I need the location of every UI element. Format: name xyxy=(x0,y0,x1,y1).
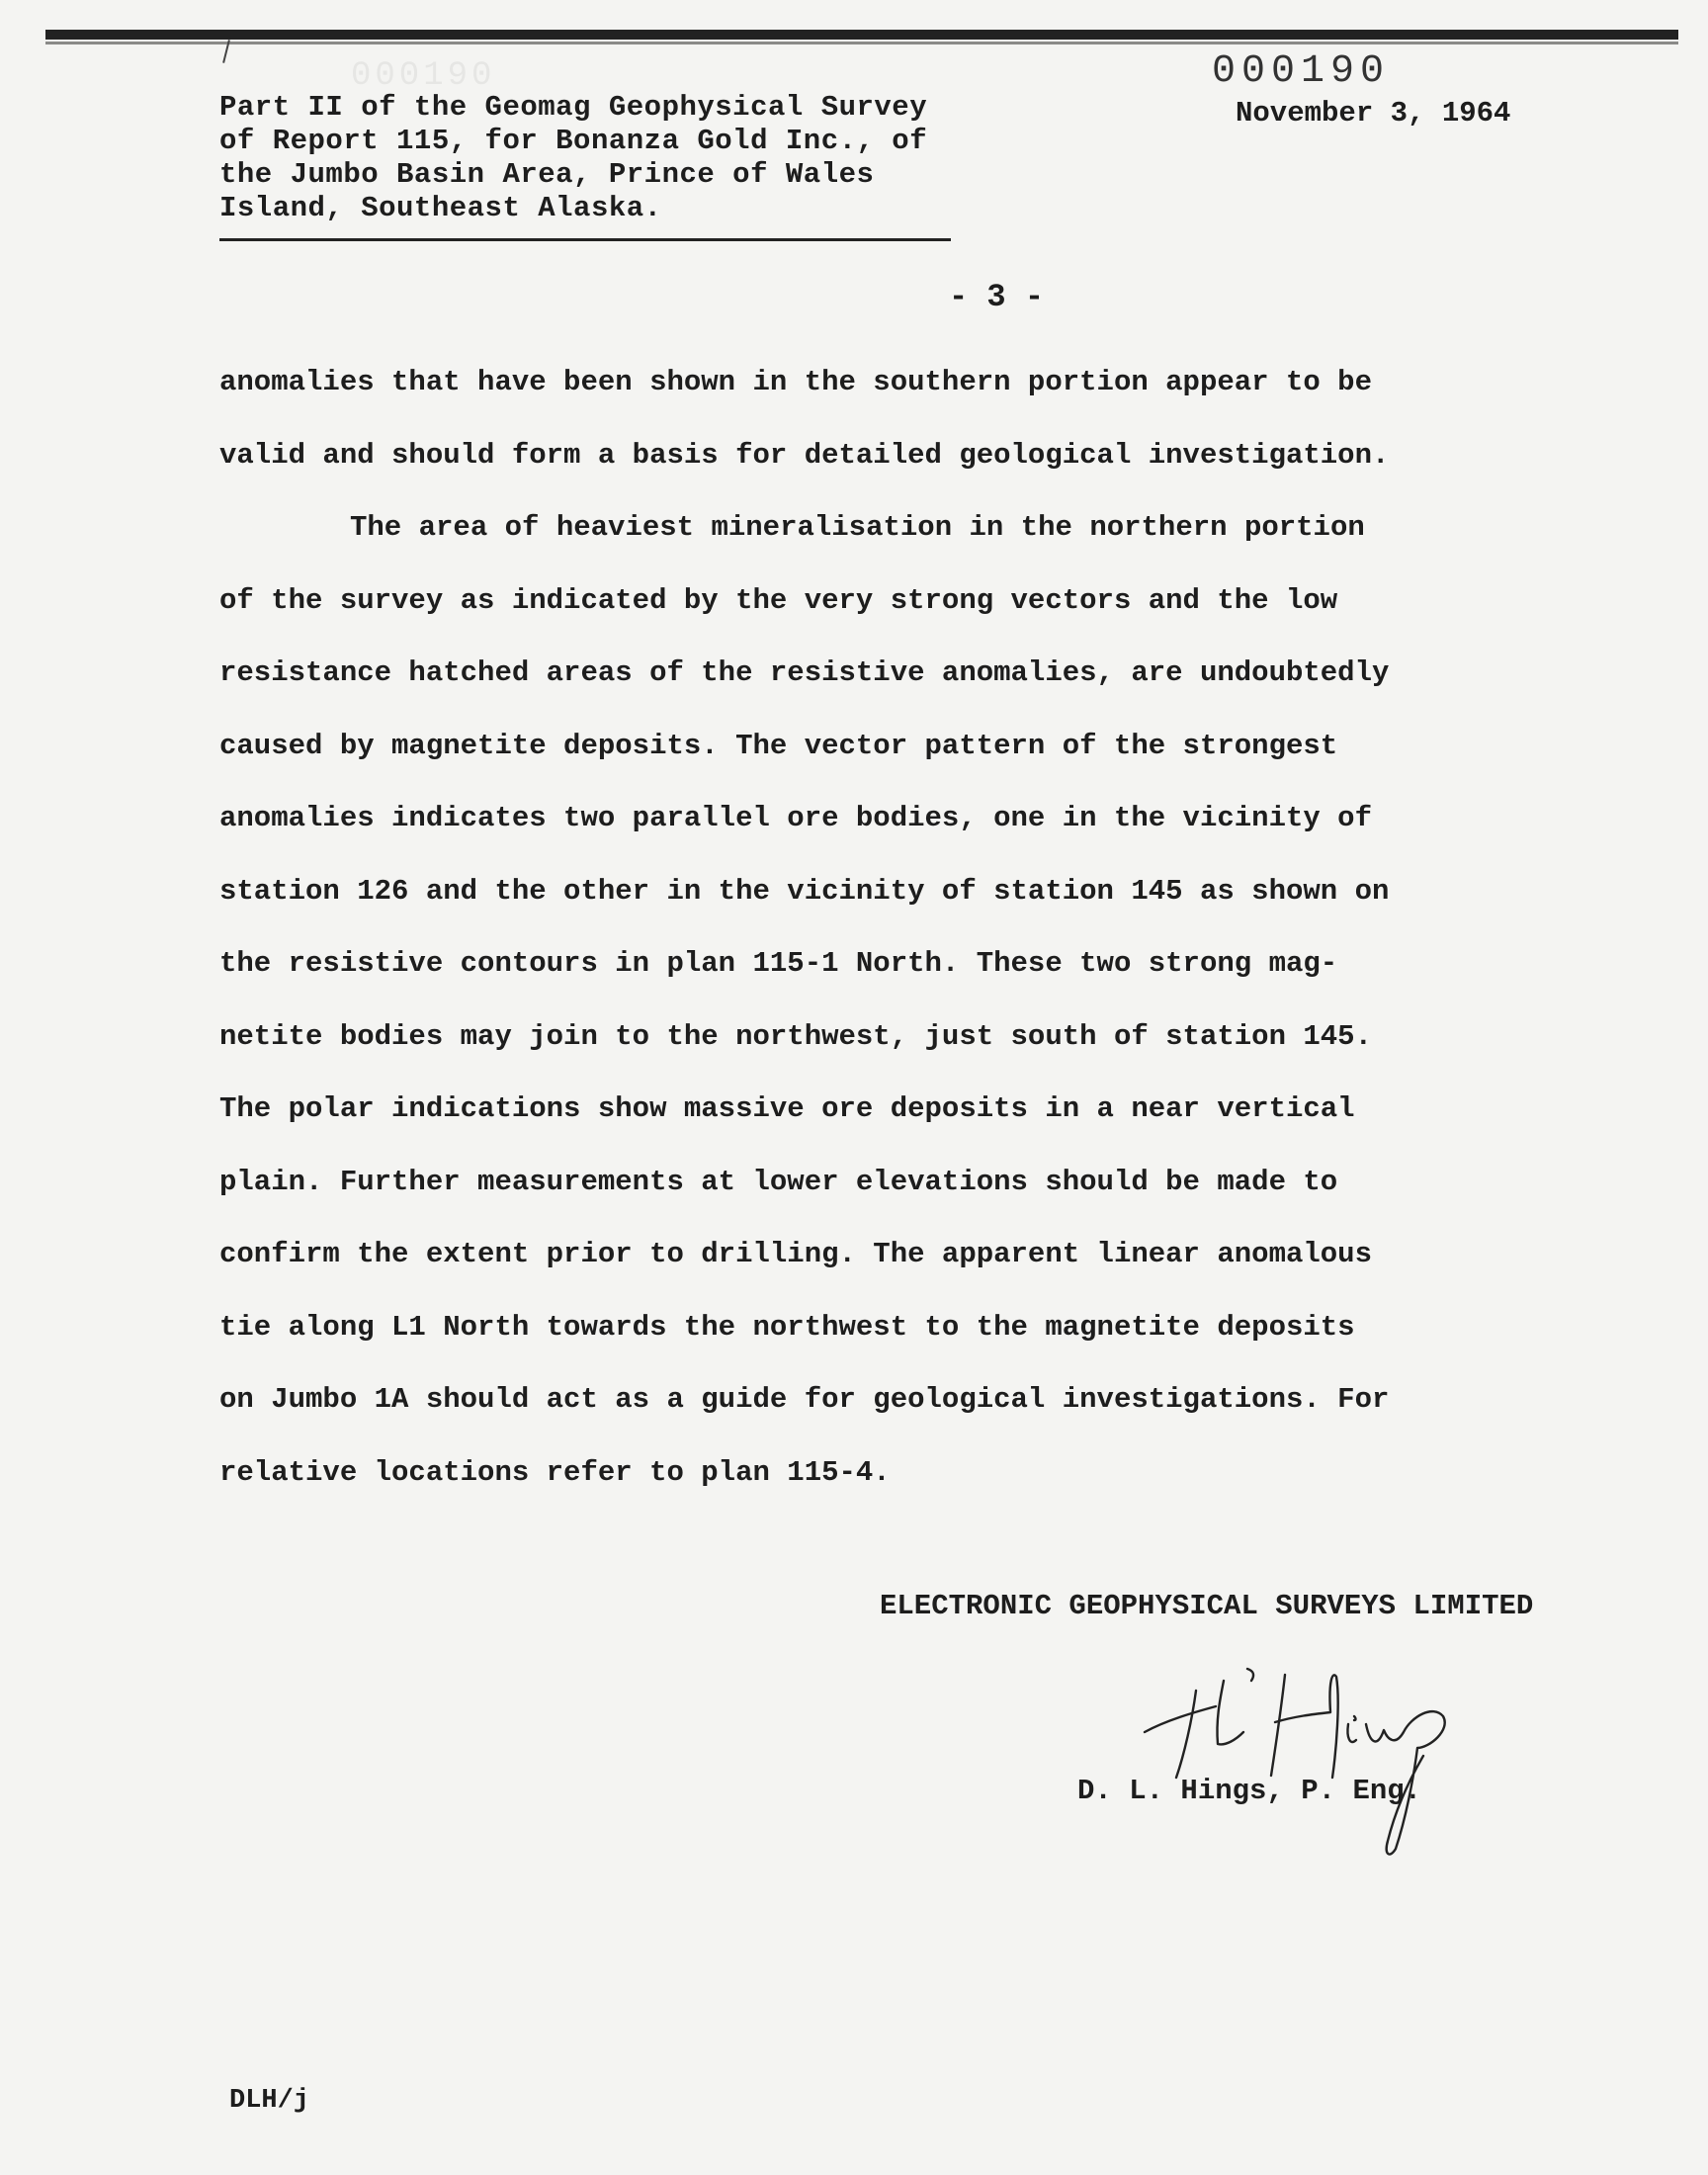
body-line: on Jumbo 1A should act as a guide for geological investigations. For xyxy=(219,1383,1390,1416)
typist-initials: DLH/j xyxy=(229,2086,310,2116)
company-name: ELECTRONIC GEOPHYSICAL SURVEYS LIMITED xyxy=(880,1590,1534,1622)
body-line: The polar indications show massive ore deposits in a near vertical xyxy=(219,1092,1355,1125)
body-line: anomalies indicates two parallel ore bodies, one in the vicinity of xyxy=(219,802,1372,834)
page-number: - 3 - xyxy=(949,279,1045,315)
body-line: station 126 and the other in the vicinity of station 145 as shown on xyxy=(219,874,1390,908)
body-line: anomalies that have been shown in the southern portion appear to be xyxy=(219,366,1372,398)
body-line: relative locations refer to plan 115-4. xyxy=(219,1455,891,1489)
title-underline xyxy=(219,238,951,241)
body-line: confirm the extent prior to drilling. The apparent linear anomalous xyxy=(219,1238,1372,1270)
report-title-line: Part II of the Geomag Geophysical Survey xyxy=(219,91,928,124)
body-line: of the survey as indicated by the very strong vectors and the low xyxy=(219,583,1338,617)
body-line: plain. Further measurements at lower elevations should be made to xyxy=(219,1165,1338,1198)
handwritten-signature xyxy=(1137,1661,1463,1859)
body-line: tie along L1 North towards the northwest to the magnetite deposits xyxy=(219,1310,1355,1344)
body-line: resistance hatched areas of the resistive anomalies, are undoubtedly xyxy=(219,656,1390,689)
top-border-rule xyxy=(45,30,1678,40)
report-title-line: of Report 115, for Bonanza Gold Inc., of xyxy=(219,125,928,157)
signer-name: D. L. Hings, P. Eng. xyxy=(1077,1775,1422,1807)
body-line: the resistive contours in plan 115-1 North. These two strong mag- xyxy=(219,947,1338,980)
body-line: caused by magnetite deposits. The vector pattern of the strongest xyxy=(219,729,1338,762)
body-line: netite bodies may join to the northwest, just south of station 145. xyxy=(219,1019,1372,1053)
report-title xyxy=(219,91,951,225)
bleed-through-number: 000190 xyxy=(351,57,496,95)
body-line: valid and should form a basis for detailed geological investigation. xyxy=(219,438,1390,472)
top-border-shadow xyxy=(45,42,1678,44)
body-line: The area of heaviest mineralisation in the northern portion xyxy=(350,511,1365,544)
document-number-stamp: 000190 xyxy=(1212,49,1391,94)
document-date: November 3, 1964 xyxy=(1236,97,1511,130)
report-title-line: Island, Southeast Alaska. xyxy=(219,192,662,224)
body-text xyxy=(219,346,1494,1509)
report-title-line: the Jumbo Basin Area, Prince of Wales xyxy=(219,158,875,191)
